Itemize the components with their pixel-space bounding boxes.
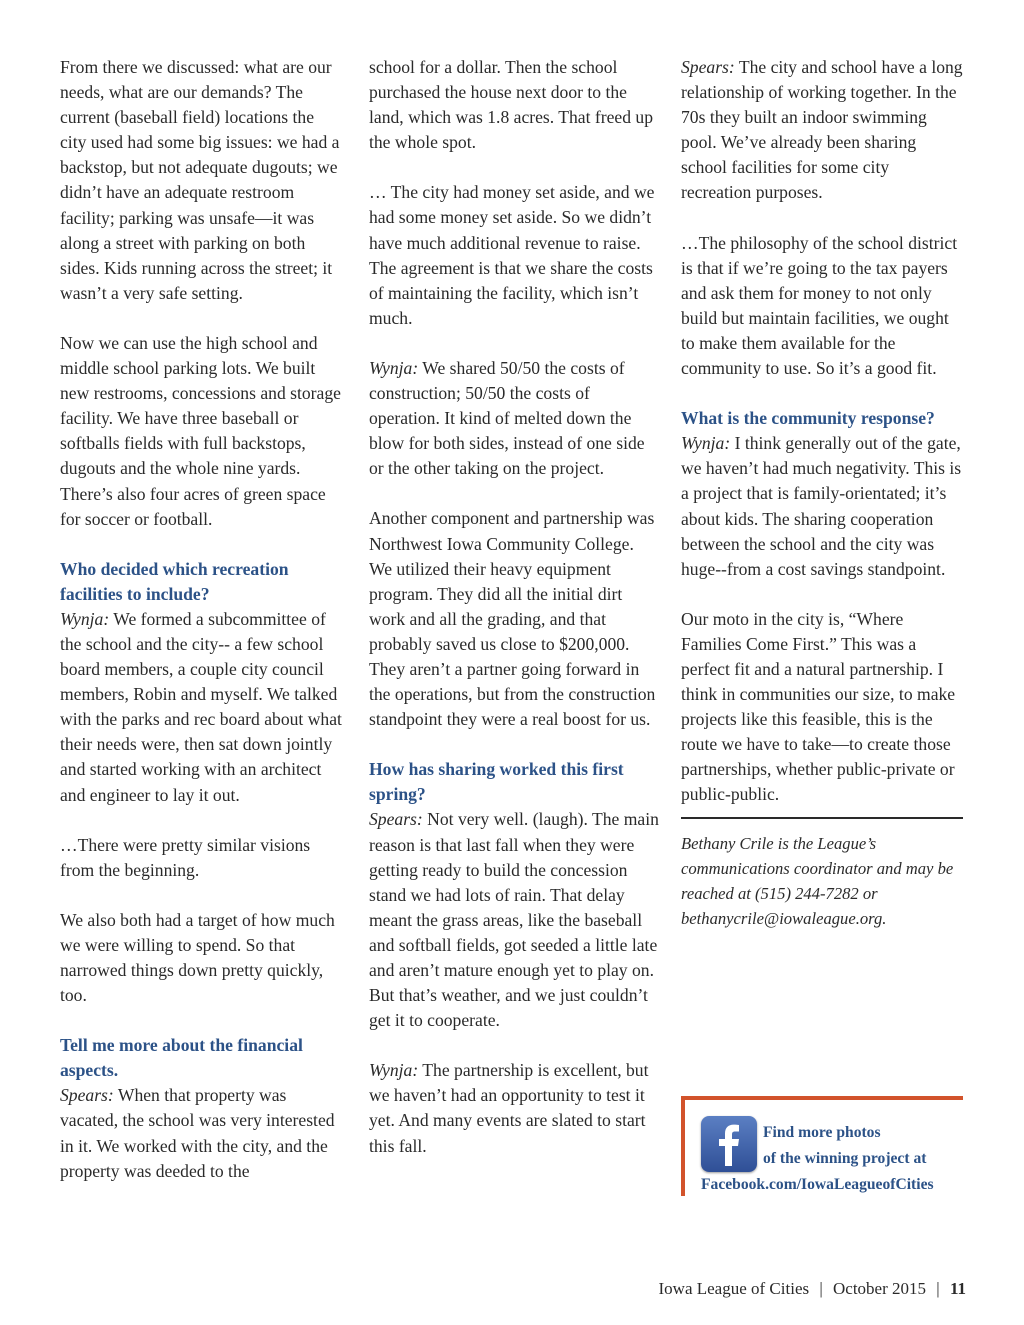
issue-date: October 2015	[833, 1279, 927, 1298]
answer-paragraph	[60, 1083, 342, 1183]
page-footer	[659, 1279, 966, 1299]
paragraph: … The city had money set aside, and we had some money set aside. So we didn’t have much additional revenue to raise. The agreement is that we share the costs of maintaining the facility, which isn’t much.	[369, 182, 655, 328]
answer-text: When that property was vacated, the school was very interested in it. We worked with the city, and the property was deeded to the	[60, 1085, 335, 1181]
paragraph: Another component and partnership was Northwest Iowa Community College. We utilized their heavy equipment program. They did all the initial dirt work and all the grading, and that probably saved us close to $200,000. They aren’t a partner going forward in the operations, but from the construction standpoint they were a real boost for us.	[369, 508, 656, 730]
article-column-2	[369, 55, 659, 1184]
article-column-1	[60, 55, 342, 1209]
speaker-name: Spears:	[369, 809, 423, 830]
answer-text: I think generally out of the gate, we haven’t had much negativity. This is a project that is family-orientated; it’s about kids. The sharing cooperation between the school and the city was huge--from a cost savings standpoint.	[681, 433, 962, 579]
promo-line: of the winning project at	[763, 1150, 927, 1167]
question-heading: Tell me more about the financial aspects.	[60, 1035, 303, 1081]
answer-paragraph	[369, 356, 659, 481]
answer-paragraph	[60, 607, 342, 808]
paragraph: Now we can use the high school and middle school parking lots. We built new restrooms, concessions and storage facility. We have three baseball or softballs fields with full backstops, dugouts and the whole nine yards. There’s also four acres of green space for soccer or football.	[60, 332, 341, 529]
speaker-name: Wynja:	[681, 433, 731, 454]
answer-text: We shared 50/50 the costs of construction; 50/50 the costs of operation. It kind of melted down the blow for both sides, instead of one side or the other taking on the project.	[369, 357, 645, 479]
answer-text: Not very well. (laugh). The main reason is that last fall when they were getting ready to build the concession stand we had lots of rain. That delay meant the grass areas, like the baseball and softball fields, got seeded a little late and aren’t mature enough yet to play on. But that’s weather, and we just couldn’t get it to cooperate.	[369, 809, 659, 1031]
answer-text: The city and school have a long relationship of working together. In the 70s they built an indoor swimming pool. We’ve already been sharing school facilities for some city recreation purposes.	[681, 57, 963, 203]
question-heading: What is the community response?	[681, 408, 935, 429]
paragraph: We also both had a target of how much we were willing to spend. So that narrowed things down pretty quickly, too.	[60, 909, 335, 1006]
answer-paragraph	[369, 807, 659, 1033]
answer-paragraph	[681, 431, 963, 582]
footer-separator: |	[936, 1279, 940, 1298]
speaker-name: Wynja:	[60, 608, 110, 629]
answer-text: We formed a subcommittee of the school and the city-- a few school board members, a couple city council members, Robin and myself. We talked with the parks and rec board about what their needs were, then sat down jointly and started working with an architect and engineer to lay it out.	[60, 608, 342, 805]
paragraph: school for a dollar. Then the school purchased the house next door to the land, which was 1.8 acres. That freed up the whole spot.	[369, 57, 654, 153]
paragraph: Our moto in the city is, “Where Families Come First.” This was a perfect fit and a natural partnership. I think in communities our size, to make projects like this feasible, this is the route we have to take—to create those partnerships, whether public-private or public-public.	[681, 608, 956, 805]
divider	[681, 817, 963, 819]
question-heading: How has sharing worked this first spring?	[369, 759, 624, 805]
question-heading: Who decided which recreation facilities to include?	[60, 558, 289, 604]
speaker-name: Wynja:	[369, 1060, 419, 1081]
answer-paragraph	[681, 55, 963, 206]
speaker-name: Spears:	[60, 1085, 114, 1106]
page-number: 11	[949, 1279, 966, 1298]
footer-separator: |	[819, 1279, 823, 1298]
speaker-name: Spears:	[681, 57, 735, 77]
answer-paragraph	[369, 1058, 659, 1158]
promo-line: Find more photos	[763, 1124, 881, 1141]
paragraph: …There were pretty similar visions from the beginning.	[60, 834, 311, 880]
article-column-3	[681, 55, 963, 956]
author-bio: Bethany Crile is the League’s communications coordinator and may be reached at (515) 244-7282 or bethanycrile@iowaleague.org.	[681, 833, 954, 928]
speaker-name: Wynja:	[369, 357, 419, 378]
paragraph: From there we discussed: what are our needs, what are our demands? The current (baseball field) locations the city used had some big issues: we had a backstop, but not adequate dugouts; we didn’t have an adequate restroom facility; parking was unsafe—it was along a street with parking on both sides. Kids running across the street; it wasn’t a very safe setting.	[60, 57, 340, 303]
facebook-promo-box	[681, 1096, 963, 1196]
publication-name: Iowa League of Cities	[658, 1279, 810, 1298]
paragraph: …The philosophy of the school district is that if we’re going to the tax payers and ask them for money to not only build but maintain facilities, we ought to make them available for the community to use. So it’s a good fit.	[681, 232, 958, 379]
answer-text: The partnership is excellent, but we haven’t had an opportunity to test it yet. And many events are slated to start this fall.	[369, 1060, 649, 1156]
facebook-link[interactable]: Facebook.com/IowaLeagueofCities	[701, 1176, 934, 1193]
promo-text	[685, 1120, 963, 1198]
